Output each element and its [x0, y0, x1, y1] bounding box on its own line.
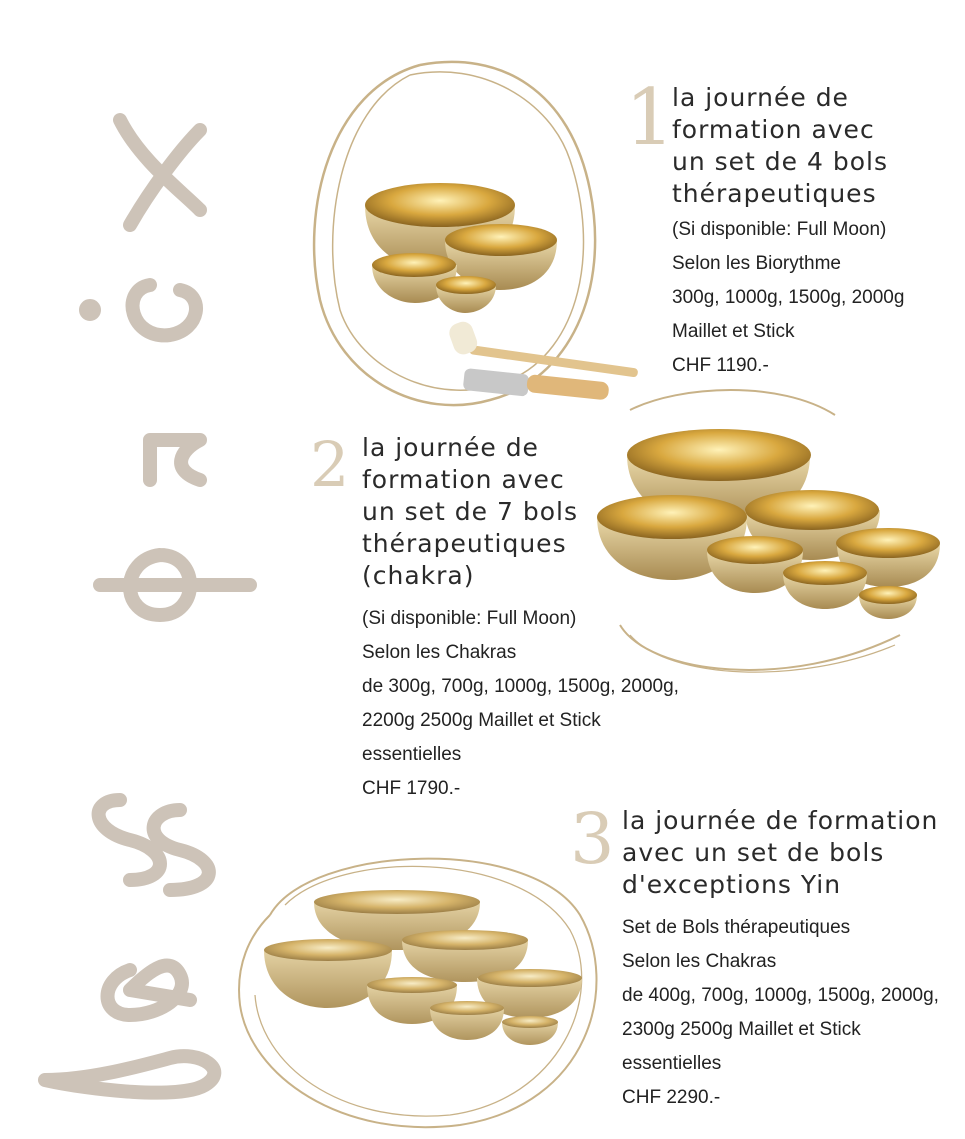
- offer-1-detail-line: Selon les Biorythme: [672, 253, 841, 274]
- offer-2-title-line: formation avec: [362, 465, 565, 494]
- offer-1-detail-line: 300g, 1000g, 1500g, 2000g: [672, 287, 905, 308]
- offer-3-detail-line: de 400g, 700g, 1000g, 1500g, 2000g,: [622, 985, 939, 1006]
- offer-1-price: CHF 1190.-: [672, 355, 769, 376]
- offer-3-price: CHF 2290.-: [622, 1087, 721, 1108]
- offer-2-number: 2: [310, 428, 350, 501]
- offer-1-title-line: un set de 4 bols: [672, 147, 888, 176]
- offer-3-detail-line: Set de Bols thérapeutiques: [622, 917, 851, 938]
- offer-1-details: [672, 213, 904, 383]
- offer-1-title-line: thérapeutiques: [672, 179, 877, 208]
- offer-1-underline-swoosh: [620, 380, 840, 420]
- offer-3-title-line: d'exceptions Yin: [622, 870, 842, 899]
- offer-3-details: [622, 911, 939, 1115]
- offer-1-title-line: la journée de: [672, 83, 849, 112]
- offer-2-details: [362, 602, 679, 806]
- offer-3-title: [622, 805, 938, 901]
- offer-3-bowl-set-image: [262, 890, 587, 1050]
- offer-2-bowl-set-image: [595, 425, 945, 625]
- offer-2-title: [362, 432, 578, 592]
- offer-3-title-line: la journée de formation: [622, 806, 939, 835]
- offer-1-title-line: formation avec: [672, 115, 875, 144]
- offer-2-price: CHF 1790.-: [362, 778, 461, 799]
- offer-3-detail-line: 2300g 2500g Maillet et Stick: [622, 1019, 861, 1040]
- offer-1-number: 1: [625, 73, 675, 163]
- offer-2-detail-line: Selon les Chakras: [362, 642, 517, 663]
- offer-3-number: 3: [570, 798, 615, 880]
- offer-2-detail-line: essentielles: [362, 744, 462, 765]
- offer-2-title-line: (chakra): [362, 561, 475, 590]
- offer-3-detail-line: essentielles: [622, 1053, 722, 1074]
- offer-1-detail-line: (Si disponible: Full Moon): [672, 219, 887, 240]
- offer-3-detail-line: Selon les Chakras: [622, 951, 777, 972]
- offer-2-detail-line: de 300g, 700g, 1000g, 1500g, 2000g,: [362, 676, 679, 697]
- offer-2-detail-line: 2200g 2500g Maillet et Stick: [362, 710, 601, 731]
- offer-1-title: [672, 82, 888, 210]
- offer-2-title-line: un set de 7 bols: [362, 497, 578, 526]
- offer-2-title-line: la journée de: [362, 433, 539, 462]
- offer-3-title-line: avec un set de bols: [622, 838, 885, 867]
- offer-2-title-line: thérapeutiques: [362, 529, 567, 558]
- offer-1-detail-line: Maillet et Stick: [672, 321, 795, 342]
- offer-1-bowl-set-image: [360, 175, 650, 415]
- offer-2-detail-line: (Si disponible: Full Moon): [362, 608, 577, 629]
